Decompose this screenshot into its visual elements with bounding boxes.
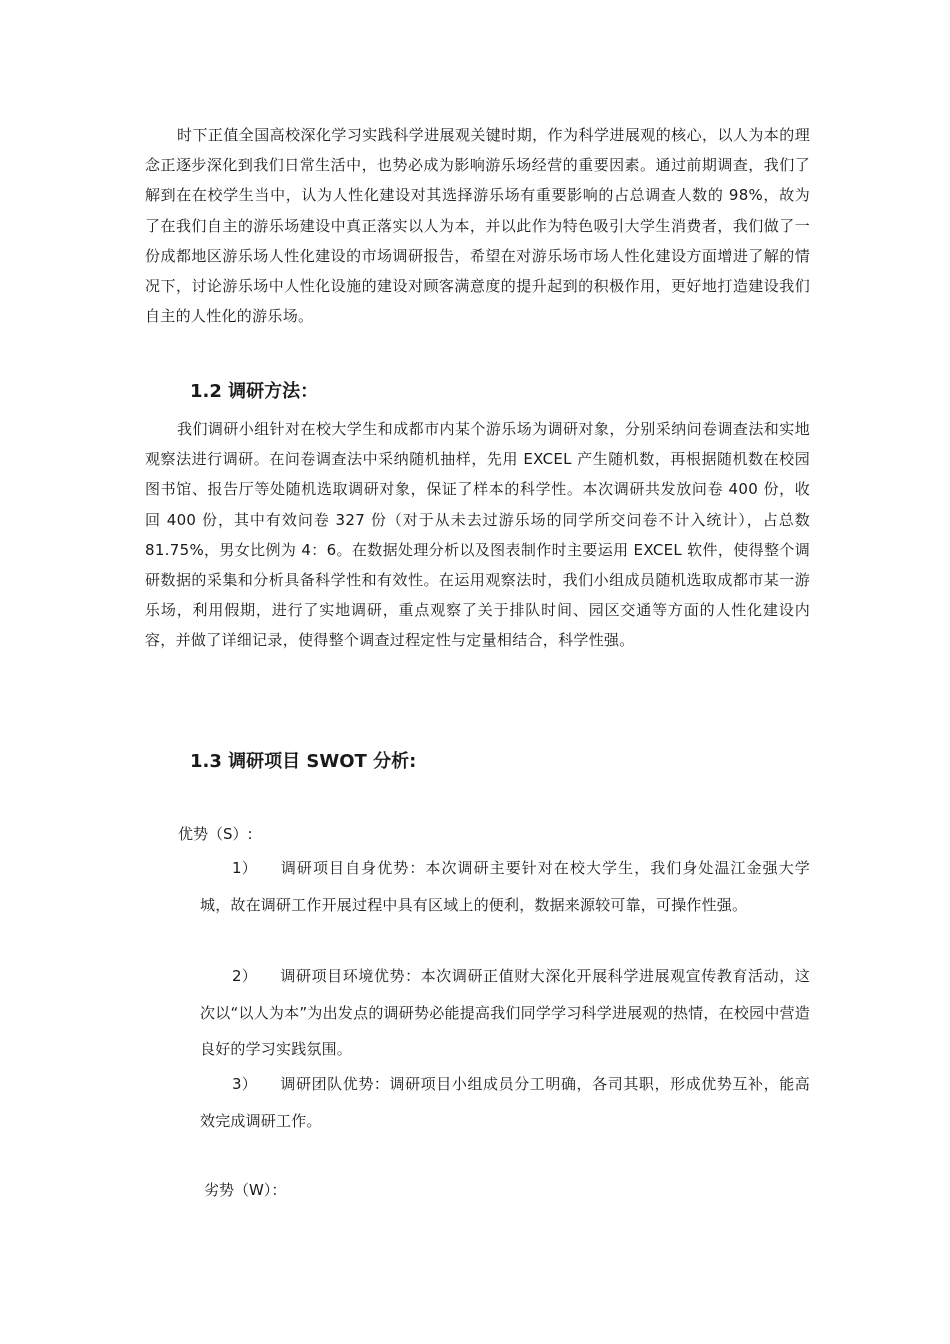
section-heading-method: 1.2 调研方法：: [190, 381, 319, 402]
strengths-label: 优势（S）:: [178, 825, 253, 843]
list-item: [200, 1066, 810, 1139]
list-item-text: 调研团队优势：调研项目小组成员分工明确，各司其职，形成优势互补，能高效完成调研工作。: [200, 1075, 810, 1130]
list-item-number: 1）: [232, 859, 257, 877]
method-paragraph: 我们调研小组针对在校大学生和成都市内某个游乐场为调研对象，分别采纳问卷调查法和实地观察法进行调研。在问卷调查法中采纳随机抽样，先用 EXCEL 产生随机数，再根据随机数在校园图书馆、报告厅等处随机选取调研对象，保证了样本的科学性。本次调研共发放问卷 400 份，收回 400 份，其中有效问卷 327 份（对于从未去过游乐场的同学所交问卷不计入统计），占总数 81.75%，男女比例为 4：6。在数据处理分析以及图表制作时主要运用 EXCEL 软件，使得整个调研数据的采集和分析具备科学性和有效性。在运用观察法时，我们小组成员随机选取成都市某一游乐场，利用假期，进行了实地调研，重点观察了关于排队时间、园区交通等方面的人性化建设内容，并做了详细记录，使得整个调查过程定性与定量相结合，科学性强。: [145, 420, 810, 650]
list-item-text: 调研项目环境优势：本次调研正值财大深化开展科学进展观宣传教育活动，这次以“以人为本”为出发点的调研势必能提高我们同学学习科学进展观的热情，在校园中营造良好的学习实践氛围。: [200, 967, 810, 1058]
list-item-text: 调研项目自身优势：本次调研主要针对在校大学生，我们身处温江金强大学城，故在调研工作开展过程中具有区域上的便利，数据来源较可靠，可操作性强。: [200, 859, 810, 914]
list-item: [200, 958, 810, 1068]
list-item-number: 3）: [232, 1075, 257, 1093]
list-item: [200, 850, 810, 923]
weaknesses-label: 劣势（W）：: [204, 1181, 287, 1199]
list-item-number: 2）: [232, 967, 257, 985]
intro-paragraph: 时下正值全国高校深化学习实践科学进展观关键时期，作为科学进展观的核心，以人为本的理念正逐步深化到我们日常生活中，也势必成为影响游乐场经营的重要因素。通过前期调查，我们了解到在在校学生当中，认为人性化建设对其选择游乐场有重要影响的占总调查人数的 98%，故为了在我们自主的游乐场建设中真正落实以人为本，并以此作为特色吸引大学生消费者，我们做了一份成都地区游乐场人性化建设的市场调研报告，希望在对游乐场市场人性化建设方面增进了解的情况下，讨论游乐场中人性化设施的建设对顾客满意度的提升起到的积极作用，更好地打造建设我们自主的人性化的游乐场。: [145, 126, 810, 326]
section-heading-swot: 1.3 调研项目 SWOT 分析:: [190, 751, 417, 772]
